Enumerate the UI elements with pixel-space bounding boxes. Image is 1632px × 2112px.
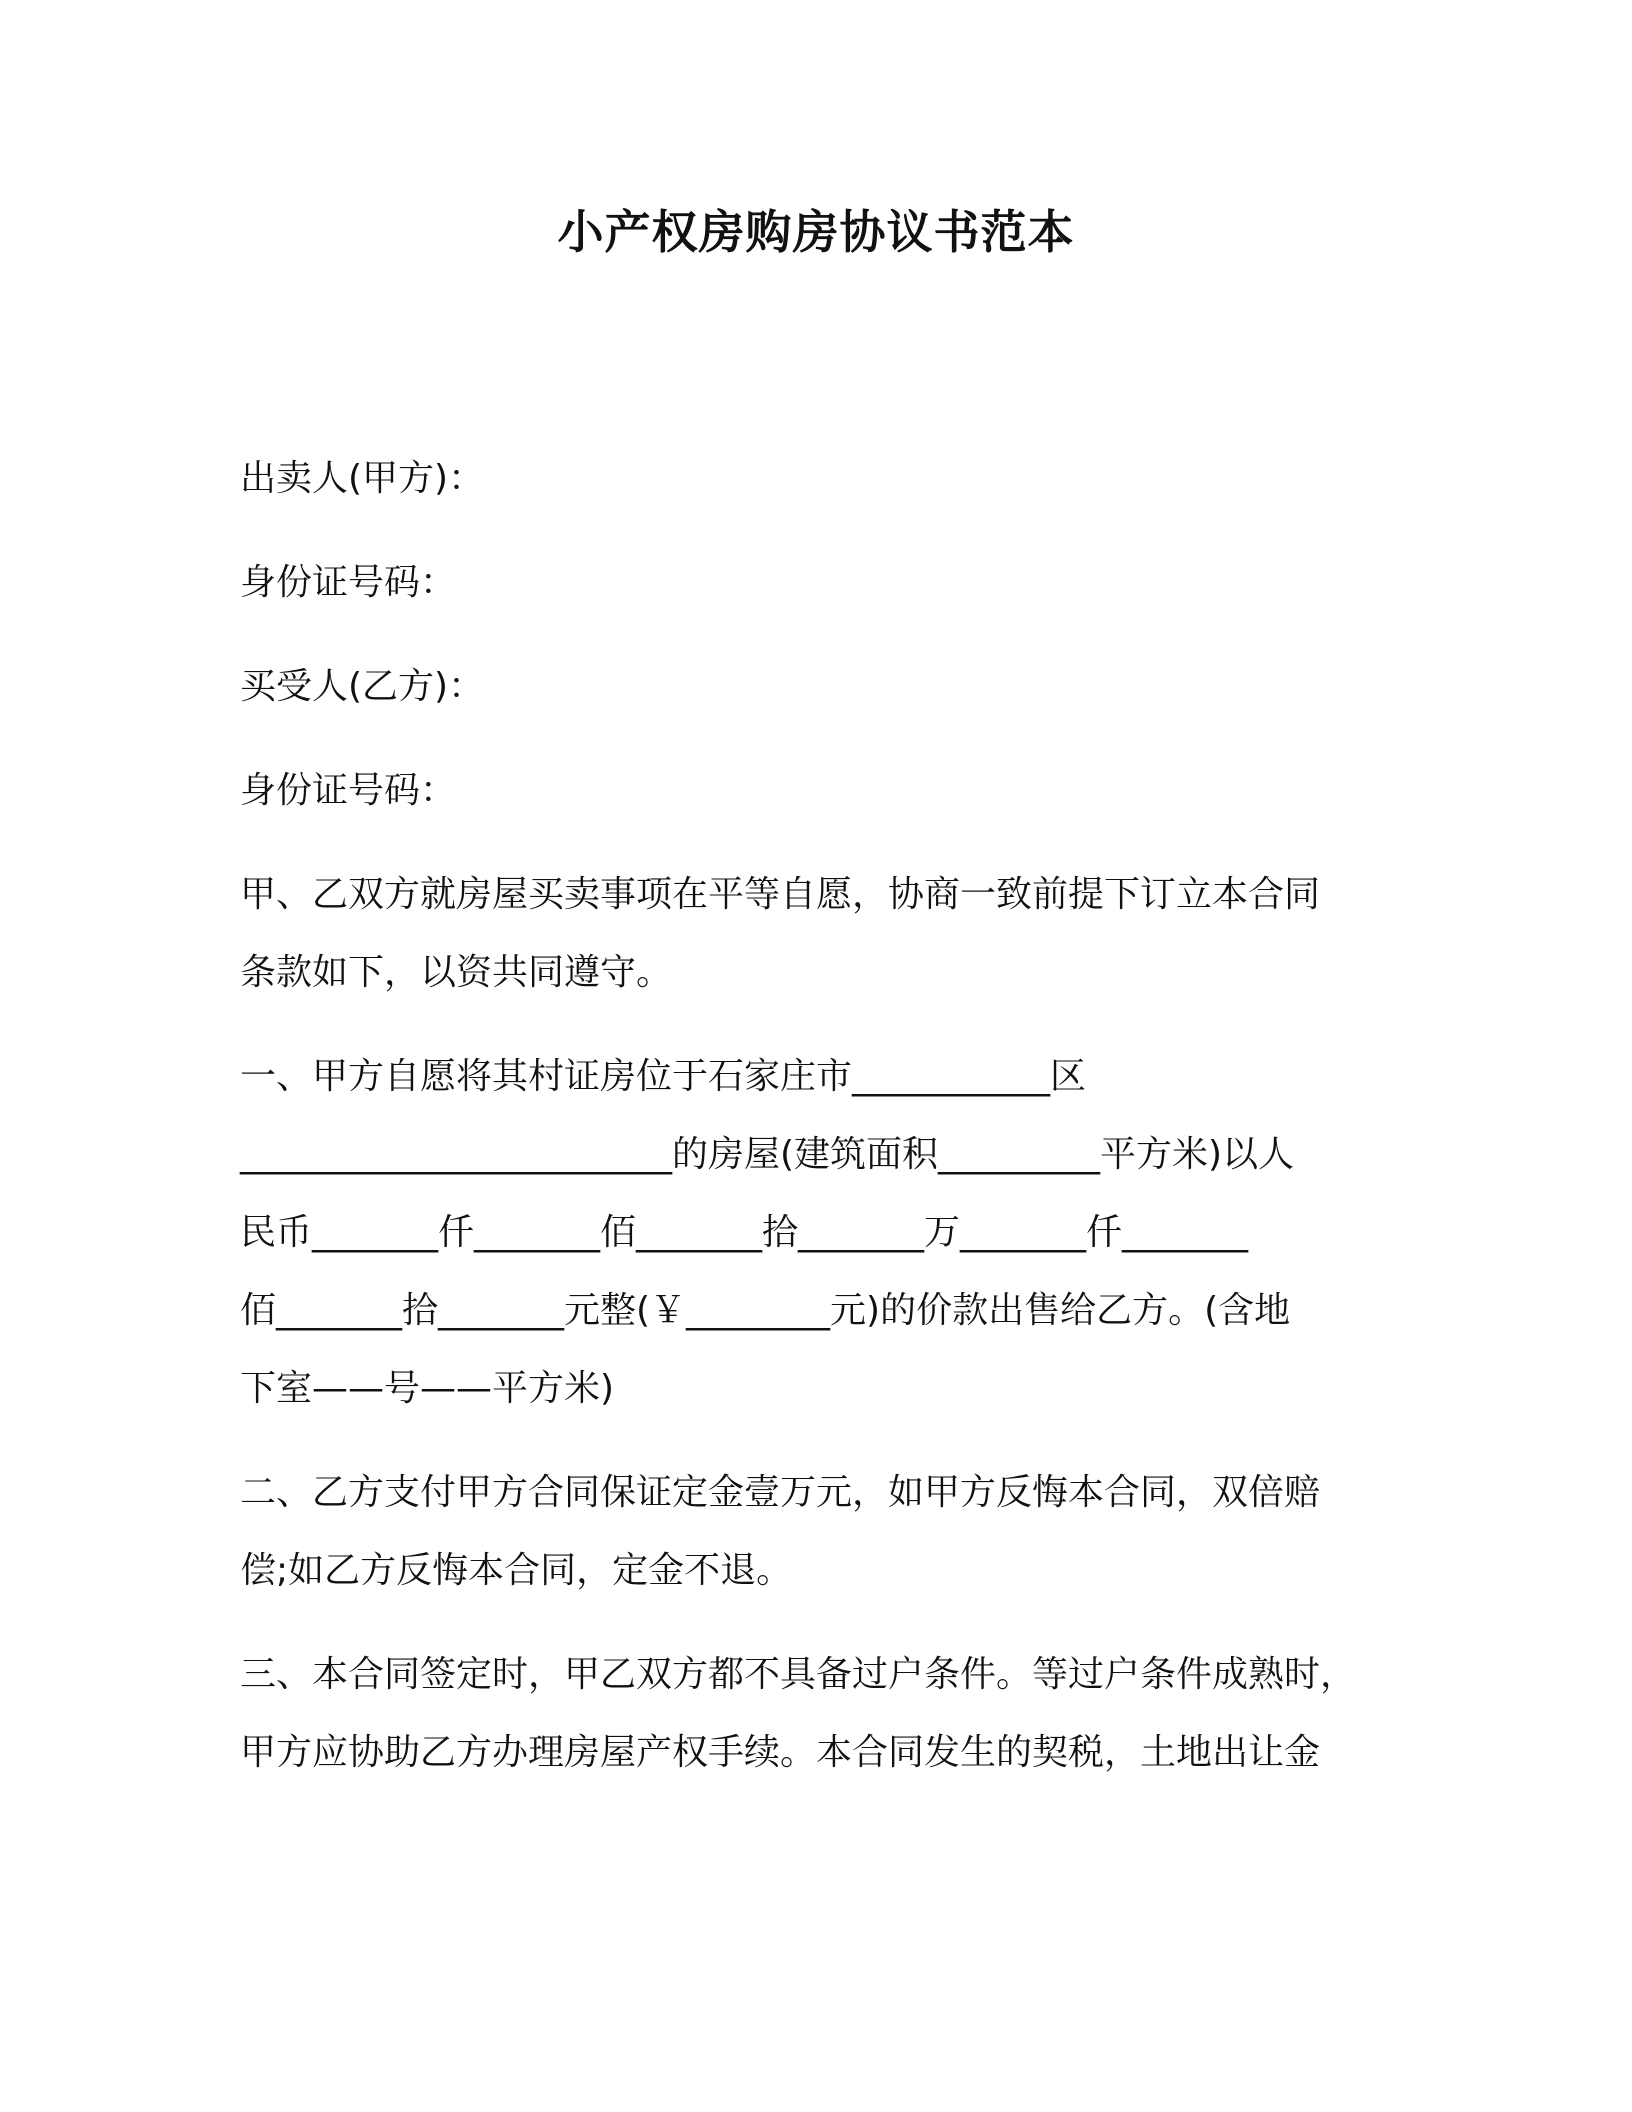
paragraph-line: 佰_______拾_______元整(￥________元)的价款出售给乙方。(含地: [240, 1290, 1291, 1331]
paragraph-line: 二、乙方支付甲方合同保证定金壹万元，如甲方反悔本合同，双倍赔: [240, 1472, 1321, 1513]
paragraph-line: 甲方应协助乙方办理房屋产权手续。本合同发生的契税，土地出让金: [240, 1732, 1321, 1773]
paragraph-line: 偿;如乙方反悔本合同，定金不退。: [240, 1550, 793, 1591]
paragraph-line: 三、本合同签定时，甲乙双方都不具备过户条件。等过户条件成熟时，: [240, 1654, 1357, 1695]
clause-three-paragraph: [240, 1636, 1390, 1792]
intro-paragraph: [240, 856, 1390, 1012]
seller-field: 出卖人(甲方)：: [240, 458, 485, 499]
buyer-id-field: 身份证号码：: [240, 770, 457, 811]
paragraph-line: ________________________的房屋(建筑面积_________平方米)以人: [240, 1134, 1295, 1175]
paragraph-line: 民币_______仟_______佰_______拾_______万_______仟_______: [240, 1212, 1248, 1253]
paragraph-line: 条款如下，以资共同遵守。: [240, 952, 673, 993]
document-title: 小产权房购房协议书范本: [557, 205, 1075, 259]
seller-id-field: 身份证号码：: [240, 562, 457, 603]
buyer-field: 买受人(乙方)：: [240, 666, 485, 707]
paragraph-line: 一、甲方自愿将其村证房位于石家庄市___________区: [240, 1056, 1087, 1097]
paragraph-line: 甲、乙双方就房屋买卖事项在平等自愿，协商一致前提下订立本合同: [240, 874, 1321, 915]
document-body: [240, 440, 1390, 1818]
clause-two-paragraph: [240, 1454, 1390, 1610]
paragraph-line: 下室——号——平方米): [240, 1368, 615, 1409]
clause-one-paragraph: [240, 1038, 1390, 1428]
